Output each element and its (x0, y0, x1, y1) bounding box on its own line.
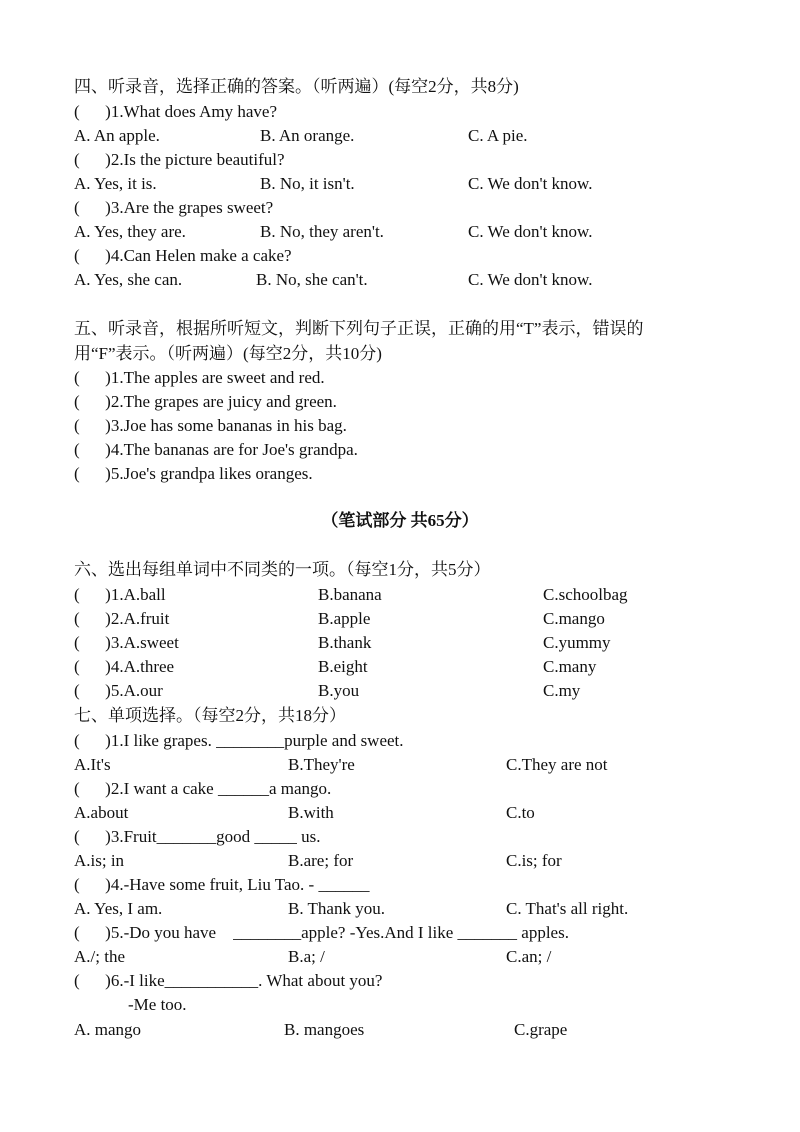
s7-question-6-reply: -Me too. (128, 995, 187, 1014)
option-b: B. No, it isn't. (260, 174, 355, 193)
s6-option-c: C.yummy (543, 633, 611, 652)
s4-question-1: ( )1.What does Amy have? (74, 102, 277, 121)
s7-options-6 (0, 1019, 800, 1041)
s7-options-5 (0, 946, 800, 968)
s7-question-6: ( )6.-I like___________. What about you? (74, 971, 383, 990)
s5-statement-2: ( )2.The grapes are juicy and green. (74, 392, 337, 411)
s5-statement-3: ( )3.Joe has some bananas in his bag. (74, 416, 347, 435)
option-a: A. Yes, they are. (74, 222, 186, 241)
s6-option-b: B.banana (318, 585, 382, 604)
section5-heading-line2: 用“F”表示。（听两遍）(每空2分，共10分) (74, 344, 382, 363)
s4-options-2 (0, 173, 800, 195)
s6-row-2 (0, 608, 800, 630)
s5-statement-5: ( )5.Joe's grandpa likes oranges. (74, 464, 313, 483)
option-b: B. An orange. (260, 126, 355, 145)
option-b: B.with (288, 803, 334, 822)
s7-options-2 (0, 802, 800, 824)
s6-row-5 (0, 680, 800, 702)
s4-options-3 (0, 221, 800, 243)
s6-option-c: C.my (543, 681, 581, 700)
option-b: B. No, she can't. (256, 270, 368, 289)
s6-option-c: C.many (543, 657, 597, 676)
s7-options-3 (0, 850, 800, 872)
s6-row-4 (0, 656, 800, 678)
option-a: A. An apple. (74, 126, 160, 145)
s6-option-a: ( )5.A.our (74, 681, 163, 700)
written-part-title: （笔试部分 共65分） (321, 511, 479, 530)
s4-question-3: ( )3.Are the grapes sweet? (74, 198, 274, 217)
option-b: B. No, they aren't. (260, 222, 384, 241)
s5-statement-1: ( )1.The apples are sweet and red. (74, 368, 325, 387)
option-a: A. Yes, she can. (74, 270, 183, 289)
option-c: C.They are not (506, 755, 608, 774)
s6-option-b: B.you (318, 681, 360, 700)
s6-option-a: ( )3.A.sweet (74, 633, 179, 652)
option-c: C.is; for (506, 851, 562, 870)
option-b: B. mangoes (284, 1020, 365, 1039)
s7-question-1: ( )1.I like grapes. ________purple and sweet. (74, 731, 404, 750)
option-c: C.to (506, 803, 535, 822)
option-b: B.a; / (288, 947, 325, 966)
s4-question-2: ( )2.Is the picture beautiful? (74, 150, 285, 169)
s7-question-4: ( )4.-Have some fruit, Liu Tao. - ______ (74, 875, 370, 894)
s6-row-1 (0, 584, 800, 606)
section5-heading-line1: 五、听录音，根据所听短文，判断下列句子正误，正确的用“T”表示，错误的 (74, 319, 644, 338)
section4-heading: 四、听录音，选择正确的答案。（听两遍）(每空2分，共8分) (74, 77, 519, 96)
s5-statement-4: ( )4.The bananas are for Joe's grandpa. (74, 440, 358, 459)
option-b: B.They're (288, 755, 355, 774)
option-c: C. We don't know. (468, 222, 593, 241)
s4-question-4: ( )4.Can Helen make a cake? (74, 246, 292, 265)
s6-option-c: C.schoolbag (543, 585, 628, 604)
s6-option-a: ( )4.A.three (74, 657, 175, 676)
option-a: A. mango (74, 1020, 142, 1039)
s7-question-2: ( )2.I want a cake ______a mango. (74, 779, 332, 798)
section7-heading: 七、单项选择。（每空2分，共18分） (74, 706, 346, 725)
option-c: C.grape (514, 1020, 568, 1039)
s7-question-3: ( )3.Fruit_______good _____ us. (74, 827, 321, 846)
option-a: A./; the (74, 947, 125, 966)
section6-heading: 六、选出每组单词中不同类的一项。（每空1分，共5分） (74, 560, 491, 579)
s4-options-4 (0, 269, 800, 291)
option-c: C. That's all right. (506, 899, 629, 918)
s6-option-a: ( )2.A.fruit (74, 609, 170, 628)
option-a: A.about (74, 803, 129, 822)
s6-option-b: B.apple (318, 609, 371, 628)
s6-option-a: ( )1.A.ball (74, 585, 166, 604)
s6-option-b: B.eight (318, 657, 368, 676)
s6-row-3 (0, 632, 800, 654)
option-c: C. A pie. (468, 126, 528, 145)
option-b: B.are; for (288, 851, 354, 870)
option-a: A. Yes, I am. (74, 899, 163, 918)
option-c: C. We don't know. (468, 174, 593, 193)
s4-options-1 (0, 125, 800, 147)
s7-options-1 (0, 754, 800, 776)
option-a: A. Yes, it is. (74, 174, 157, 193)
s7-options-4 (0, 898, 800, 920)
option-b: B. Thank you. (288, 899, 385, 918)
option-a: A.It's (74, 755, 111, 774)
s7-question-5: ( )5.-Do you have ________apple? -Yes.And I like _______ apples. (74, 923, 569, 942)
option-a: A.is; in (74, 851, 125, 870)
s6-option-b: B.thank (318, 633, 372, 652)
option-c: C.an; / (506, 947, 552, 966)
s6-option-c: C.mango (543, 609, 605, 628)
option-c: C. We don't know. (468, 270, 593, 289)
